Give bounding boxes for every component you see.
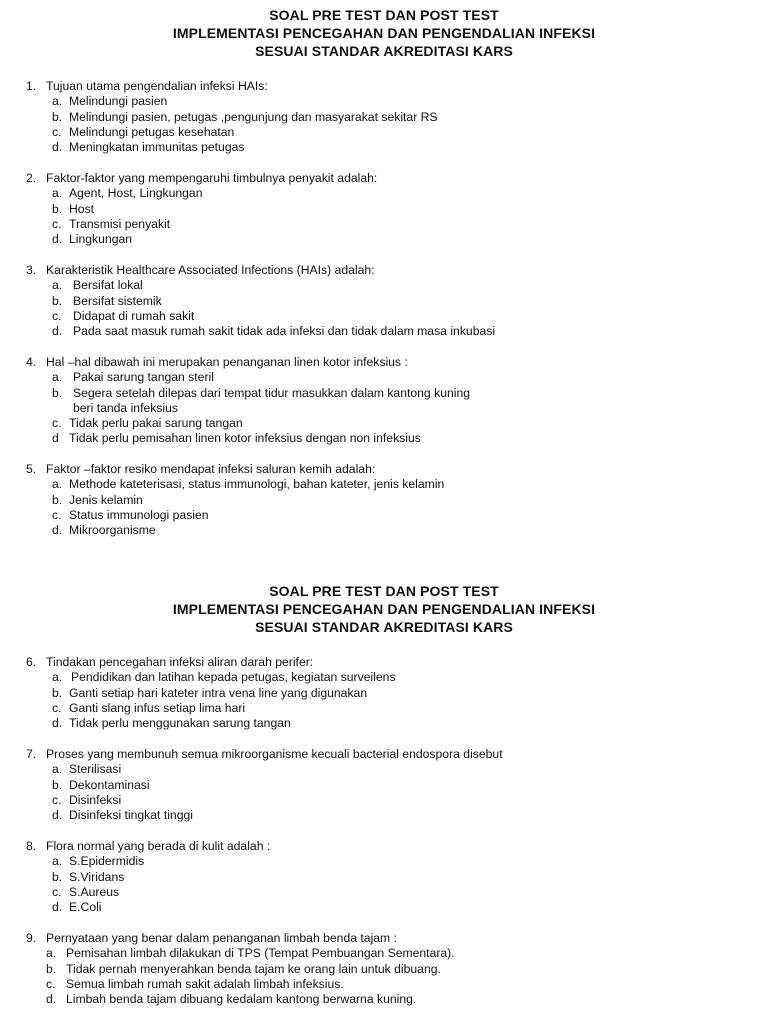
question-text [26,931,746,946]
answer-option [26,416,746,431]
option-text: S.Aureus [69,884,120,899]
question-block-5 [26,462,746,538]
question-block-1 [26,79,746,155]
question-block-9 [26,931,746,1007]
answer-option [26,386,746,401]
answer-option [26,977,746,992]
answer-option [26,716,746,731]
option-text: Pendidikan dan latihan kepada petugas, kegiatan surveilens [71,670,396,685]
question-text [26,263,746,278]
answer-option-continuation [26,401,746,416]
question-block-3 [26,263,746,339]
answer-option [26,870,746,885]
question-label: Flora normal yang berada di kulit adalah : [46,839,271,853]
answer-option [26,294,746,309]
option-text: Bersifat sistemik [73,293,162,308]
option-text: S.Viridans [69,869,125,884]
question-label: Pernyataan yang benar dalam penanganan limbah benda tajam : [46,931,397,945]
option-text: beri tanda infeksius [73,400,179,415]
option-text: E.Coli [69,900,102,915]
option-text: Transmisi penyakit [69,216,171,231]
answer-option [26,508,746,523]
option-text: Pada saat masuk rumah sakit tidak ada infeksi dan tidak dalam masa inkubasi [73,324,496,339]
question-text [26,355,746,370]
question-text [26,462,746,477]
question-block-8 [26,839,746,915]
option-letter: a. [52,854,63,869]
header-subtitle-line: SESUAI STANDAR AKREDITASI KARS [255,619,513,635]
option-letter: d. [52,523,63,538]
option-text: Didapat di rumah sakit [73,308,195,323]
option-text: Sterilisasi [69,762,122,777]
option-letter: c. [52,124,62,139]
answer-option [26,762,746,777]
answer-option [26,992,746,1007]
answer-option [26,701,746,716]
option-letter: b. [52,385,63,400]
option-letter: d. [52,808,63,823]
option-text: Mikroorganisme [69,523,156,538]
header-subtitle-line: IMPLEMENTASI PENCEGAHAN DAN PENGENDALIAN INFEKSI [172,25,596,41]
option-letter: c. [52,792,62,807]
option-letter: a. [52,477,63,492]
header-section-1 [0,6,768,60]
option-letter: a. [52,278,63,293]
question-label: Hal –hal dibawah ini merupakan penanganan linen kotor infeksius : [46,355,408,369]
question-number: 7. [26,747,37,761]
answer-option [26,493,746,508]
option-text: Agent, Host, Lingkungan [69,186,203,201]
option-letter: d. [52,232,63,247]
question-block-4 [26,355,746,447]
option-letter: d. [52,140,63,155]
answer-option [26,670,746,685]
option-letter: c. [52,416,62,431]
option-letter: b. [52,492,63,507]
option-text: Tidak perlu pakai sarung tangan [69,416,243,431]
answer-option [26,186,746,201]
question-text [26,747,746,762]
answer-option [26,370,746,385]
header-title-line: SOAL PRE TEST DAN POST TEST [269,7,499,23]
answer-option [26,793,746,808]
option-text: Segera setelah dilepas dari tempat tidur masukkan dalam kantong kuning [73,385,471,400]
answer-option [26,946,746,961]
question-label: Karakteristik Healthcare Associated Infections (HAIs) adalah: [46,263,375,277]
answer-option [26,278,746,293]
option-text: Ganti slang infus setiap lima hari [69,700,246,715]
answer-option [26,140,746,155]
option-text: Tidak perlu menggunakan sarung tangan [69,716,291,731]
answer-option [26,523,746,538]
option-letter: c. [52,308,62,323]
option-text: Host [69,201,95,216]
option-text: Tidak pernah menyerahkan benda tajam ke orang lain untuk dibuang. [66,961,441,976]
question-number: 2. [26,171,37,185]
answer-option [26,778,746,793]
question-number: 8. [26,839,37,853]
option-letter: d. [52,324,63,339]
question-label: Faktor –faktor resiko mendapat infeksi saluran kemih adalah: [46,462,376,476]
option-letter: b. [46,961,57,976]
option-letter: a. [46,946,57,961]
option-text: Pakai sarung tangan steril [73,370,214,385]
option-text: Jenis kelamin [69,492,143,507]
question-number: 6. [26,655,37,669]
option-text: Melindungi petugas kesehatan [69,124,235,139]
question-number: 5. [26,462,37,476]
answer-option [26,94,746,109]
option-letter: a. [52,762,63,777]
question-text [26,79,746,94]
question-text [26,839,746,854]
option-letter: d. [46,992,57,1007]
option-letter: a. [52,670,63,685]
header-title-line: SOAL PRE TEST DAN POST TEST [269,583,499,599]
answer-option [26,110,746,125]
question-text [26,171,746,186]
option-letter: d. [52,716,63,731]
option-text: Ganti setiap hari kateter intra vena line yang digunakan [69,685,368,700]
option-letter: d. [52,900,63,915]
question-label: Tindakan pencegahan infeksi aliran darah perifer: [46,655,314,669]
option-text: Limbah benda tajam dibuang kedalam kantong berwarna kuning. [66,992,417,1007]
option-letter: b. [52,777,63,792]
answer-option [26,477,746,492]
question-label: Tujuan utama pengendalian infeksi HAIs: [46,79,268,93]
question-block-6 [26,655,746,731]
answer-option [26,808,746,823]
option-text: Tidak perlu pemisahan linen kotor infeksius dengan non infeksius [69,431,421,446]
answer-option [26,125,746,140]
header-subtitle-line: SESUAI STANDAR AKREDITASI KARS [255,43,513,59]
answer-option [26,900,746,915]
option-letter: c. [52,884,62,899]
option-text: Methode kateterisasi, status immunologi, bahan kateter, jenis kelamin [69,477,445,492]
answer-option [26,686,746,701]
header-section-2 [0,582,768,636]
question-block-7 [26,747,746,823]
option-letter: b. [52,201,63,216]
answer-option [26,309,746,324]
option-letter: c. [52,700,62,715]
option-text: Lingkungan [69,232,133,247]
option-text: Pemisahan limbah dilakukan di TPS (Tempat Pembuangan Sementara). [66,946,455,961]
answer-option [26,885,746,900]
option-letter: a. [52,94,63,109]
option-text: Disinfeksi tingkat tinggi [69,808,193,823]
option-letter: a. [52,370,63,385]
option-text: Dekontaminasi [69,777,150,792]
option-text: Status immunologi pasien [69,507,209,522]
answer-option [26,202,746,217]
answer-option [26,217,746,232]
answer-option [26,962,746,977]
option-text: Bersifat lokal [73,278,143,293]
option-letter: d [52,431,59,446]
option-letter: a. [52,186,63,201]
option-letter: c. [52,216,62,231]
question-number: 1. [26,79,37,93]
option-text: Melindungi pasien [69,94,168,109]
option-letter: b. [52,685,63,700]
answer-option [26,431,746,446]
question-block-2 [26,171,746,247]
question-label: Proses yang membunuh semua mikroorganisme kecuali bacterial endospora disebut [46,747,503,761]
answer-option [26,854,746,869]
option-text: Melindungi pasien, petugas ,pengunjung dan masyarakat sekitar RS [69,109,438,124]
answer-option [26,232,746,247]
option-text: Disinfeksi [69,792,122,807]
question-number: 3. [26,263,37,277]
option-letter: c. [52,507,62,522]
answer-option [26,324,746,339]
option-text: S.Epidermidis [69,854,145,869]
option-letter: b. [52,869,63,884]
option-letter: c. [46,976,56,991]
question-text [26,655,746,670]
option-text: Semua limbah rumah sakit adalah limbah infeksius. [66,976,344,991]
option-letter: b. [52,293,63,308]
option-letter: b. [52,109,63,124]
question-number: 9. [26,931,37,945]
header-subtitle-line: IMPLEMENTASI PENCEGAHAN DAN PENGENDALIAN INFEKSI [172,601,596,617]
option-text: Meningkatan immunitas petugas [69,140,245,155]
question-label: Faktor-faktor yang mempengaruhi timbulnya penyakit adalah: [46,171,378,185]
question-number: 4. [26,355,37,369]
